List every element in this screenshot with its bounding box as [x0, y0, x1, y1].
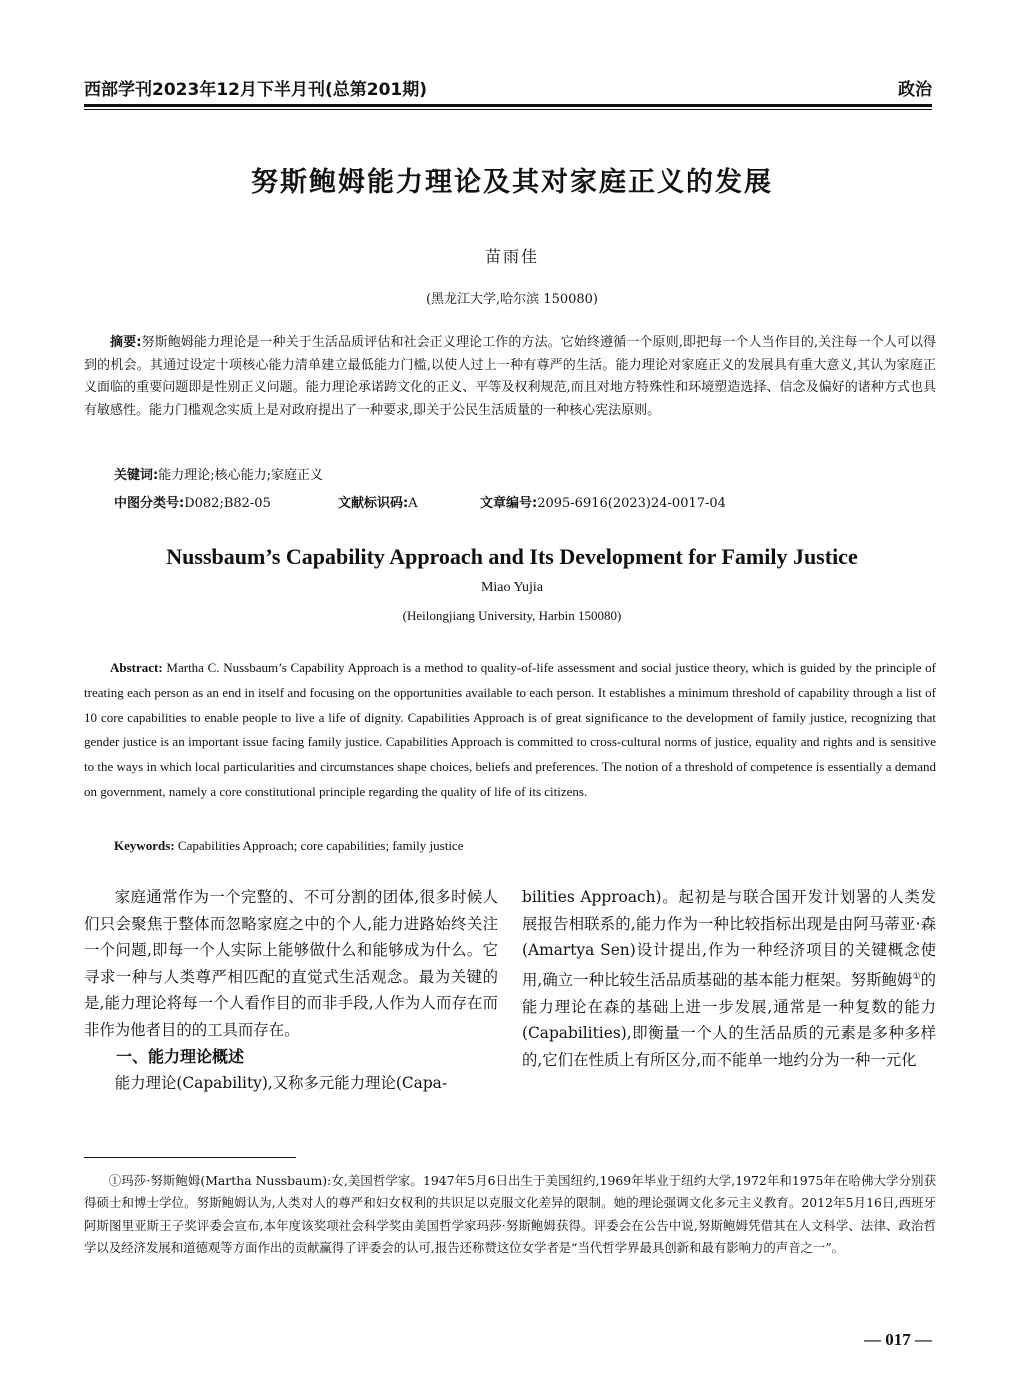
footnote-marker[interactable]: ① — [912, 971, 921, 982]
abstract-text-cn: 努斯鲍姆能力理论是一种关于生活品质评估和社会正义理论工作的方法。它始终遵循一个原则,即把每一个人当作目的,关注每一个人可以得到的机会。其通过设定十项核心能力清单建立最低能力门槛,以使人过上一种有尊严的生活。能力理论对家庭正义的发展具有重大意义,其认为家庭正义面临的重要问题即是性别正义问题。能力理论承诺跨文化的正义、平等及权利规范,而且对地方特殊性和环境塑造选择、信念及偏好的诸种方式也具有敏感性。能力门槛观念实质上是对政府提出了一种要求,即关于公民生活质量的一种核心宪法原则。 — [84, 335, 936, 418]
keywords-chinese — [114, 464, 323, 483]
clc-value: D082;B82-05 — [184, 496, 271, 511]
classification-row — [114, 492, 726, 511]
body-column-right — [522, 884, 936, 1073]
footnote-rule — [84, 1157, 296, 1158]
keywords-label-cn: 关键词: — [114, 468, 159, 483]
body-text: bilities Approach)。起初是与联合国开发计划署的人类发展报告相联系的,能力作为一种比较指标出现是由阿马蒂亚·森(Amartya Sen)设计提出,作为一种经济项目的关键概念使用,确立一种比较生活品质基础的基本能力框架。努斯鲍姆 — [522, 888, 936, 989]
keywords-english — [114, 838, 463, 854]
body-paragraph: 家庭通常作为一个完整的、不可分割的团体,很多时候人们只会聚焦于整体而忽略家庭之中的个人,能力进路始终关注一个问题,即每一个人实际上能够做什么和能够成为什么。它寻求一种与人类尊严相匹配的直觉式生活观念。最为关键的是,能力理论将每一个人看作目的而非手段,人作为人而存在而非作为他者目的的工具而存在。 — [84, 888, 498, 1039]
title-chinese: 努斯鲍姆能力理论及其对家庭正义的发展 — [251, 167, 773, 198]
journal-issue: 西部学刊2023年12月下半月刊(总第201期) — [84, 80, 427, 100]
running-header — [84, 70, 932, 100]
article-no-label: 文章编号: — [480, 496, 538, 511]
doc-code-label: 文献标识码: — [338, 496, 409, 511]
abstract-label-cn: 摘要: — [110, 335, 142, 350]
keywords-text-en: Capabilities Approach; core capabilities; family justice — [177, 838, 464, 853]
body-text: 的能力理论在森的基础上进一步发展,通常是一种复数的能力(Capabilities),即衡量一个人的生活品质的元素是多种多样的,它们在性质上有所区分,而不能单一地约分为一种一元化 — [522, 970, 936, 1069]
section-heading: 一、能力理论概述 — [116, 1046, 245, 1066]
abstract-english — [84, 656, 936, 805]
author-english: Miao Yujia — [480, 580, 544, 595]
body-paragraph-continued — [522, 884, 936, 1073]
keywords-text-cn: 能力理论;核心能力;家庭正义 — [158, 468, 323, 483]
article-no-value: 2095-6916(2023)24-0017-04 — [537, 496, 726, 511]
body-column-left — [84, 884, 498, 1097]
keywords-label-en: Keywords: — [114, 838, 175, 853]
abstract-chinese — [84, 332, 936, 422]
author-chinese: 苗雨佳 — [484, 247, 539, 266]
affiliation-chinese: (黑龙江大学,哈尔滨 150080) — [425, 292, 599, 307]
header-rule-thick — [84, 104, 932, 107]
doc-code-value: A — [408, 496, 418, 511]
affiliation-english: (Heilongjiang University, Harbin 150080) — [402, 608, 622, 623]
footnote: ①玛莎·努斯鲍姆(Martha Nussbaum):女,美国哲学家。1947年5月6日出生于美国纽约,1969年毕业于纽约大学,1972年和1975年在哈佛大学分别获得硕士和博士学位。努斯鲍姆认为,人类对人的尊严和妇女权利的共识足以克服文化差异的限制。她的理论强调文化多元主义教育。2012年5月16日,西班牙阿斯图里亚斯王子奖评委会宣布,本年度该奖项社会科学奖由美国哲学家玛莎·努斯鲍姆获得。评委会在公告中说,努斯鲍姆凭借其在人文科学、法律、政治哲学以及经济发展和道德观等方面作出的贡献赢得了评委会的认可,报告还称赞这位女学者是“当代哲学界最具创新和最有影响力的声音之一”。 — [84, 1173, 936, 1256]
body-paragraph: 能力理论(Capability),又称多元能力理论(Capa- — [114, 1074, 448, 1093]
title-english: Nussbaum’s Capability Approach and Its Development for Family Justice — [166, 544, 858, 569]
abstract-label-en: Abstract: — [110, 660, 163, 675]
section-name: 政治 — [898, 80, 932, 100]
page-number: — 017 — — [864, 1330, 932, 1349]
clc-label: 中图分类号: — [114, 496, 185, 511]
header-rule-thin — [84, 109, 932, 110]
abstract-text-en: Martha C. Nussbaum’s Capability Approach is a method to quality-of-life assessment and social justice theory, which is guided by the principle of treating each person as an end in itself and focusing on the opportunities available to each person. It establishes a minimum threshold of capability through a list of 10 core capabilities to enable people to live a life of dignity. Capabilities Approach is of great significance to the development of family justice, recognizing that gender justice is an important issue facing family justice. Capabilities Approach is committed to cross-cultural norms of justice, equality and rights and is sensitive to the ways in which local particularities and circumstances shape choices, beliefs and preferences. The notion of a threshold of competence is essentially a demand on government, namely a core constitutional principle regarding the quality of life of its citizens. — [84, 660, 936, 799]
